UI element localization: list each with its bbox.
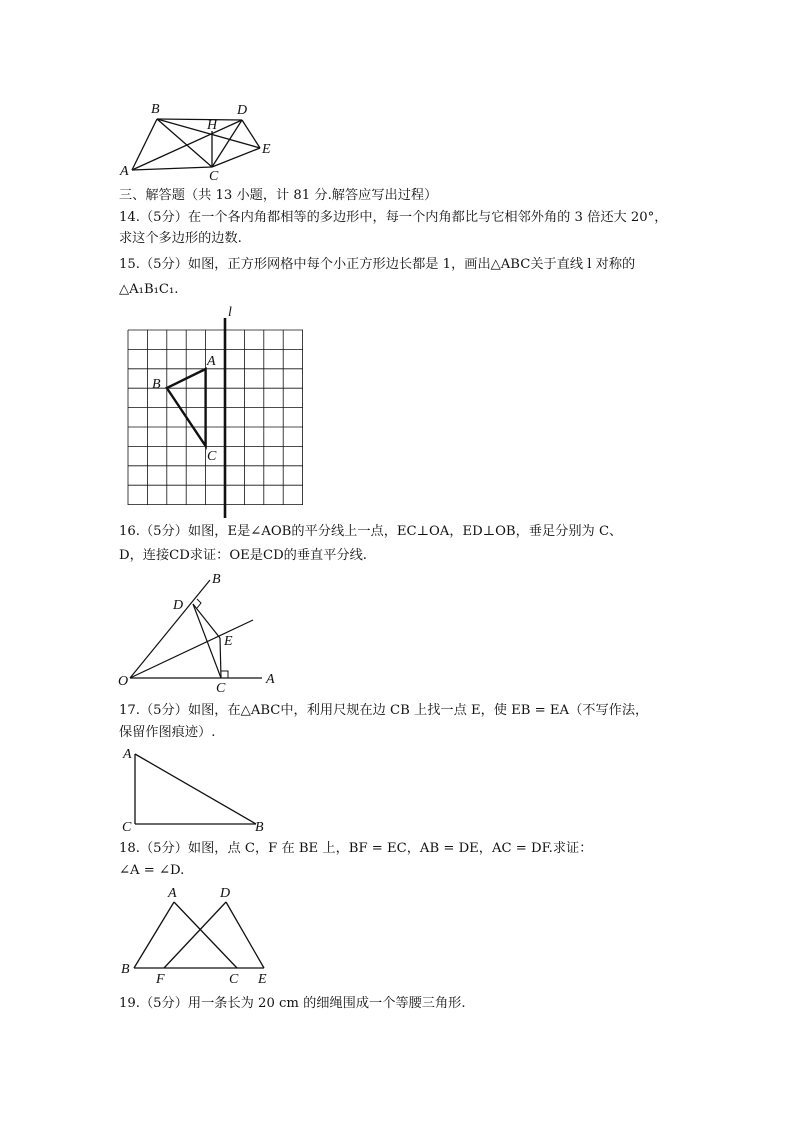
label-D: D: [237, 103, 248, 118]
label-C: C: [207, 449, 217, 464]
label-B: B: [152, 377, 161, 392]
label-l: l: [228, 305, 232, 320]
figure-right-triangle: [118, 742, 278, 835]
figure-two-triangles: [118, 880, 288, 990]
figure-grid-triangle: [118, 300, 318, 520]
label-A: A: [207, 354, 216, 369]
label-B: B: [212, 572, 221, 587]
label-D: D: [220, 886, 231, 901]
q17-line2: 保留作图痕迹）.: [119, 725, 216, 740]
label-O: O: [118, 674, 129, 689]
label-F: F: [156, 972, 165, 987]
label-A: A: [266, 672, 275, 687]
label-D: D: [173, 598, 184, 613]
section-heading: 三、解答题（共 13 小题，计 81 分.解答应写出过程）: [119, 188, 438, 203]
label-B: B: [151, 102, 160, 117]
q14-line2: 求这个多边形的边数.: [119, 231, 242, 246]
label-A: A: [123, 747, 132, 762]
q17-line1: 17.（5分）如图，在△ABC中，利用尺规在边 CB 上找一点 E，使 EB = EA（不写作法，: [119, 703, 649, 718]
label-E: E: [224, 634, 233, 649]
label-A: A: [120, 164, 129, 179]
figure-hexagon-diagram: [115, 100, 285, 184]
label-B: B: [255, 820, 264, 835]
q16-line2: D，连接CD求证：OE是CD的垂直平分线.: [119, 548, 367, 563]
label-E: E: [258, 972, 267, 987]
q18-line1: 18.（5分）如图，点 C，F 在 BE 上，BF = EC，AB = DE，AC = DF.求证：: [119, 841, 593, 856]
label-C: C: [209, 169, 219, 184]
q14-line1: 14.（5分）在一个各内角都相等的多边形中，每一个内角都比与它相邻外角的 3 倍还大 20°，: [119, 210, 668, 225]
figure-angle-bisector: [118, 568, 278, 696]
q16-line1: 16.（5分）如图，E是∠AOB的平分线上一点，EC⊥OA，ED⊥OB，垂足分别为 C、: [119, 524, 623, 539]
q15-line1: 15.（5分）如图，正方形网格中每个小正方形边长都是 1，画出△ABC关于直线 l 对称的: [119, 257, 636, 272]
q15-line2: △A₁B₁C₁.: [119, 282, 179, 297]
q19-line1: 19.（5分）用一条长为 20 cm 的细绳围成一个等腰三角形.: [119, 996, 466, 1011]
label-C: C: [216, 681, 226, 696]
q18-line2: ∠A = ∠D.: [119, 863, 185, 878]
label-C: C: [229, 972, 239, 987]
label-C: C: [122, 820, 132, 835]
label-B: B: [121, 962, 130, 977]
label-A: A: [168, 886, 177, 901]
label-H: H: [207, 118, 218, 133]
label-E: E: [262, 142, 271, 157]
